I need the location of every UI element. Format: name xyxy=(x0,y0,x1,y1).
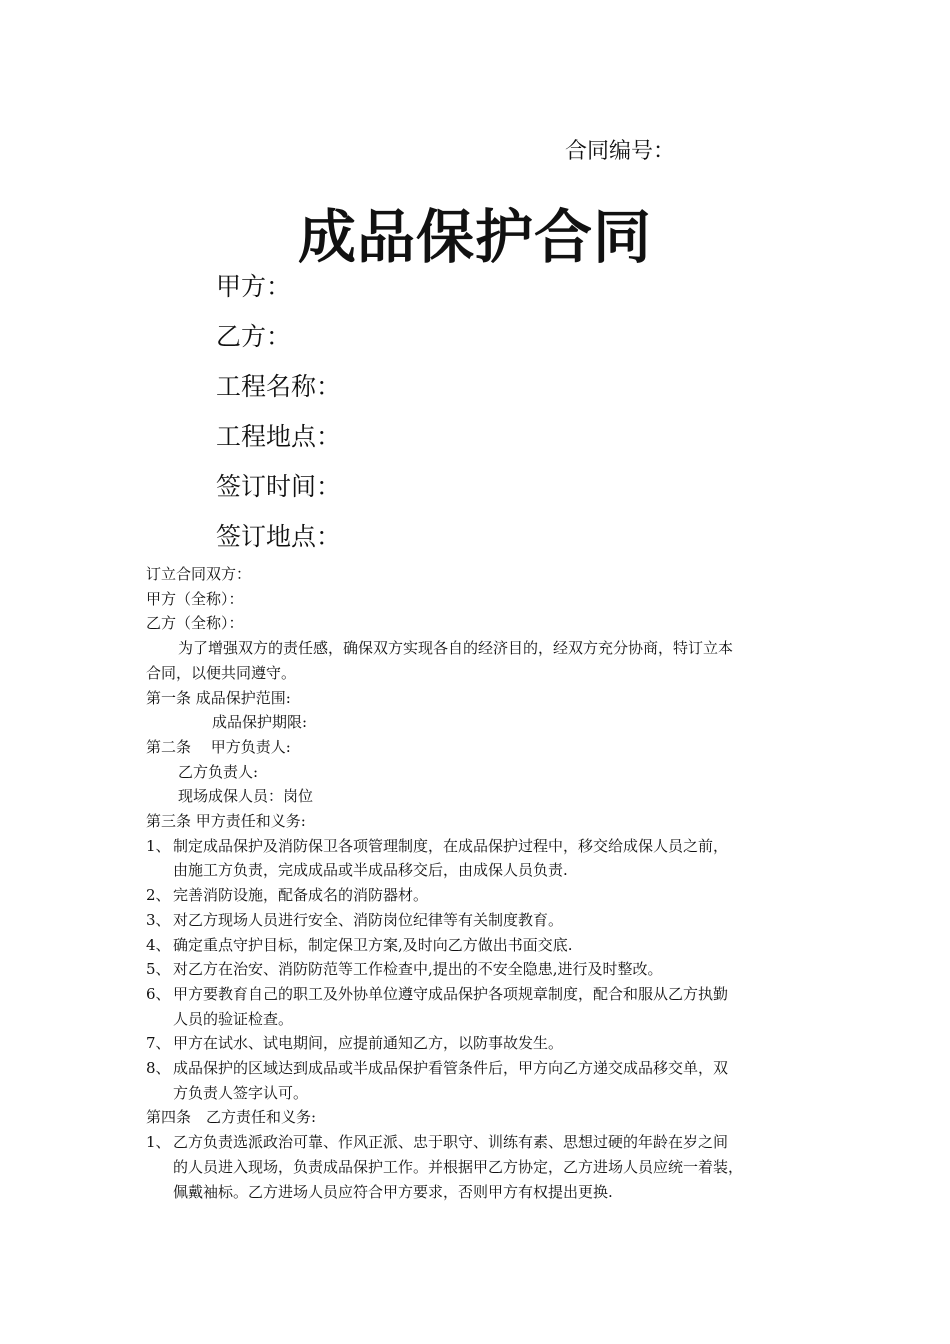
cover-field-party-a: 甲方： xyxy=(216,272,292,301)
item-number: 2、 xyxy=(146,886,171,905)
article-4-title: 第四条 乙方责任和义务: xyxy=(146,1108,317,1127)
article-3-item xyxy=(146,933,826,958)
preamble-line-1: 为了增强双方的责任感，确保双方实现各自的经济目的，经双方充分协商，特订立本 xyxy=(178,639,734,658)
item-number: 7、 xyxy=(146,1034,171,1053)
article-4-list xyxy=(146,1130,826,1204)
document-title: 成品保护合同 xyxy=(297,203,652,271)
item-number: 5、 xyxy=(146,960,171,979)
item-text-line: 完善消防设施，配备成名的消防器材。 xyxy=(173,886,429,905)
article-3-item xyxy=(146,1031,826,1056)
article-2-title: 第二条 甲方负责人: xyxy=(146,737,291,756)
article-3-item xyxy=(146,1056,826,1105)
item-text-line: 确定重点守护目标，制定保卫方案,及时向乙方做出书面交底. xyxy=(173,935,573,954)
cover-field-project-location: 工程地点： xyxy=(216,422,342,451)
cover-field-signing-date: 签订时间： xyxy=(216,472,342,501)
article-3-item xyxy=(146,957,826,982)
article-3-item xyxy=(146,834,826,883)
item-text-line: 由施工方负责，完成成品或半成品移交后，由成保人员负责. xyxy=(173,861,568,880)
item-text-line: 方负责人签字认可。 xyxy=(173,1083,309,1102)
item-number: 1、 xyxy=(146,1133,171,1152)
item-text-line: 的人员进入现场，负责成品保护工作。并根据甲乙方协定，乙方进场人员应统一着装， xyxy=(173,1157,744,1176)
item-text-line: 人员的验证检查。 xyxy=(173,1009,294,1028)
article-3-title: 第三条 甲方责任和义务: xyxy=(146,812,306,831)
item-number: 8、 xyxy=(146,1059,171,1078)
item-text-line: 甲方要教育自己的职工及外协单位遵守成品保护各项规章制度，配合和服从乙方执勤 xyxy=(173,984,729,1003)
party-a-fullname: 甲方（全称）： xyxy=(146,589,244,608)
item-number: 3、 xyxy=(146,910,171,929)
article-2-party-b-lead: 乙方负责人: xyxy=(178,762,259,781)
cover-field-signing-place: 签订地点： xyxy=(216,522,342,551)
article-4-item xyxy=(146,1130,826,1204)
item-text-line: 对乙方在治安、消防防范等工作检查中,提出的不安全隐患,进行及时整改。 xyxy=(173,960,663,979)
item-text-line: 佩戴袖标。乙方进场人员应符合甲方要求，否则甲方有权提出更换. xyxy=(173,1182,613,1201)
party-b-fullname: 乙方（全称）： xyxy=(146,614,244,633)
article-3-item xyxy=(146,908,826,933)
item-number: 1、 xyxy=(146,836,171,855)
item-text-line: 甲方在试水、试电期间，应提前通知乙方，以防事故发生。 xyxy=(173,1034,564,1053)
item-text-line: 乙方负责选派政治可靠、作风正派、忠于职守、训练有素、思想过硬的年龄在岁之间 xyxy=(173,1133,729,1152)
contract-number-label: 合同编号： xyxy=(565,139,676,164)
preamble-line-2: 合同，以便共同遵守。 xyxy=(146,663,297,682)
article-3-list xyxy=(146,834,826,1106)
article-2-staff: 现场成保人员：岗位 xyxy=(178,787,314,806)
cover-fields xyxy=(216,268,341,568)
item-text-line: 对乙方现场人员进行安全、消防岗位纪律等有关制度教育。 xyxy=(173,910,564,929)
item-text-line: 成品保护的区域达到成品或半成品保护看管条件后，甲方向乙方递交成品移交单，双 xyxy=(173,1059,729,1078)
item-text-line: 制定成品保护及消防保卫各项管理制度，在成品保护过程中，移交给成保人员之前， xyxy=(173,836,729,855)
contract-body xyxy=(146,562,826,1204)
cover-field-project-name: 工程名称： xyxy=(216,372,342,401)
item-number: 4、 xyxy=(146,935,171,954)
article-1-title: 第一条 成品保护范围: xyxy=(146,688,291,707)
article-3-item xyxy=(146,982,826,1031)
article-1-period: 成品保护期限: xyxy=(212,713,308,732)
item-number: 6、 xyxy=(146,984,171,1003)
cover-field-party-b: 乙方： xyxy=(216,322,292,351)
parties-intro: 订立合同双方： xyxy=(146,565,252,583)
article-3-item xyxy=(146,883,826,908)
